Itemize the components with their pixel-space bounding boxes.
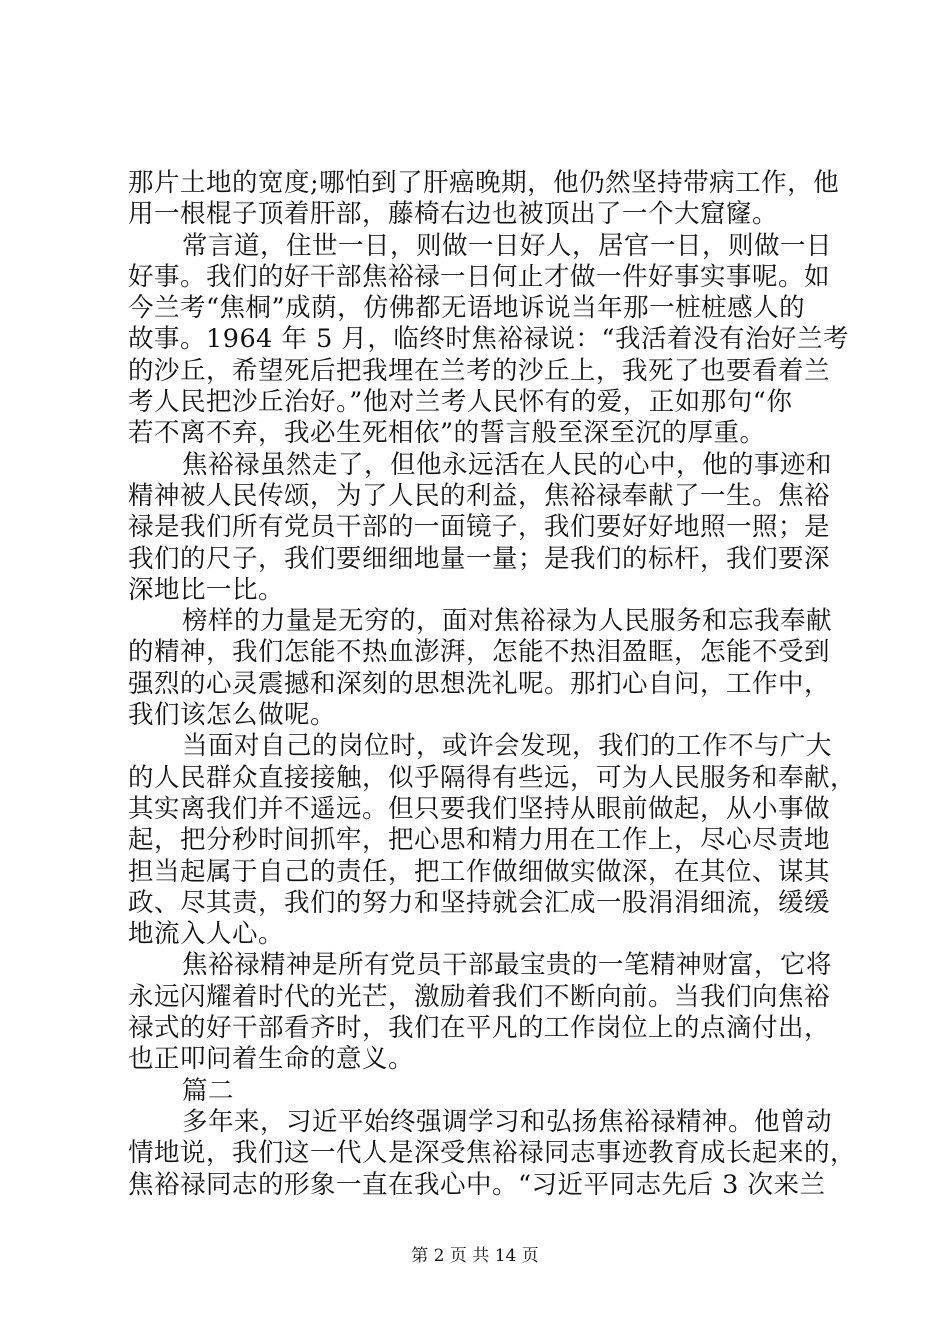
page-number: 第 2 页 共 14 页 [411,1246,539,1266]
text-line: 也正叩问着生命的意义。 [128,1044,415,1075]
text-line: 永远闪耀着时代的光芒，激励着我们不断向前。当我们向焦裕 [128,981,831,1012]
text-line: 地流入人心。 [128,919,285,950]
text-line: 今兰考“焦桐”成荫，仿佛都无语地诉说当年那一桩桩感人的 [128,293,806,324]
text-line: 深地比一比。 [128,574,285,605]
page-footer [0,1241,950,1266]
text-line: 我们的尺子，我们要细细地量一量；是我们的标杆，我们要深 [128,543,831,574]
text-line: 禄是我们所有党员干部的一面镜子，我们要好好地照一照；是 [128,512,831,543]
text-line: 起，把分秒时间抓牢，把心思和精力用在工作上，尽心尽责地 [128,825,831,856]
text-line: 当面对自己的岗位时，或许会发现，我们的工作不与广大 [182,731,833,762]
text-line: 好事。我们的好干部焦裕禄一日何止才做一件好事实事呢。如 [128,261,831,292]
text-line: 担当起属于自己的责任，把工作做细做实做深，在其位、谋其 [128,856,831,887]
text-line: 的精神，我们怎能不热血澎湃，怎能不热泪盈眶，怎能不受到 [128,637,831,668]
text-line: 情地说，我们这一代人是深受焦裕禄同志事迹教育成长起来的， [128,1138,857,1169]
text-line: 用一根棍子顶着肝部，藤椅右边也被顶出了一个大窟窿。 [128,199,779,230]
text-line: 常言道，住世一日，则做一日好人，居官一日，则做一日 [182,230,833,261]
text-line: 我们该怎么做呢。 [128,700,337,731]
text-line: 其实离我们并不遥远。但只要我们坚持从眼前做起，从小事做 [128,793,831,824]
text-line: 考人民把沙丘治好。”他对兰考人民怀有的爱，正如那句“你 [128,387,793,418]
text-line: 精神被人民传颂，为了人民的利益，焦裕禄奉献了一生。焦裕 [128,480,831,511]
text-line: 焦裕禄同志的形象一直在我心中。“习近平同志先后 3 次来兰 [128,1169,826,1200]
text-line: 榜样的力量是无穷的，面对焦裕禄为人民服务和忘我奉献 [182,606,833,637]
text-line: 禄式的好干部看齐时，我们在平凡的工作岗位上的点滴付出， [128,1013,831,1044]
text-line: 焦裕禄虽然走了，但他永远活在人民的心中，他的事迹和 [182,449,833,480]
text-line: 那片土地的宽度;哪怕到了肝癌晚期，他仍然坚持带病工作，他 [128,168,840,198]
text-line: 政、尽其责，我们的努力和坚持就会汇成一股涓涓细流，缓缓 [128,887,831,918]
section-heading: 篇二 [182,1075,235,1106]
text-line: 若不离不弃，我必生死相依”的誓言般至深至沉的厚重。 [128,418,766,449]
text-line: 多年来，习近平始终强调学习和弘扬焦裕禄精神。他曾动 [182,1106,833,1137]
text-line: 的沙丘，希望死后把我埋在兰考的沙丘上，我死了也要看着兰 [128,355,831,386]
text-line: 强烈的心灵震撼和深刻的思想洗礼呢。那扪心自问，工作中， [128,668,831,699]
text-line: 焦裕禄精神是所有党员干部最宝贵的一笔精神财富，它将 [182,950,833,981]
body-text [128,168,857,1201]
text-line: 故事。1964 年 5 月，临终时焦裕禄说：“我活着没有治好兰考 [128,324,849,355]
text-line: 的人民群众直接接触，似乎隔得有些远，可为人民服务和奉献， [128,762,857,793]
